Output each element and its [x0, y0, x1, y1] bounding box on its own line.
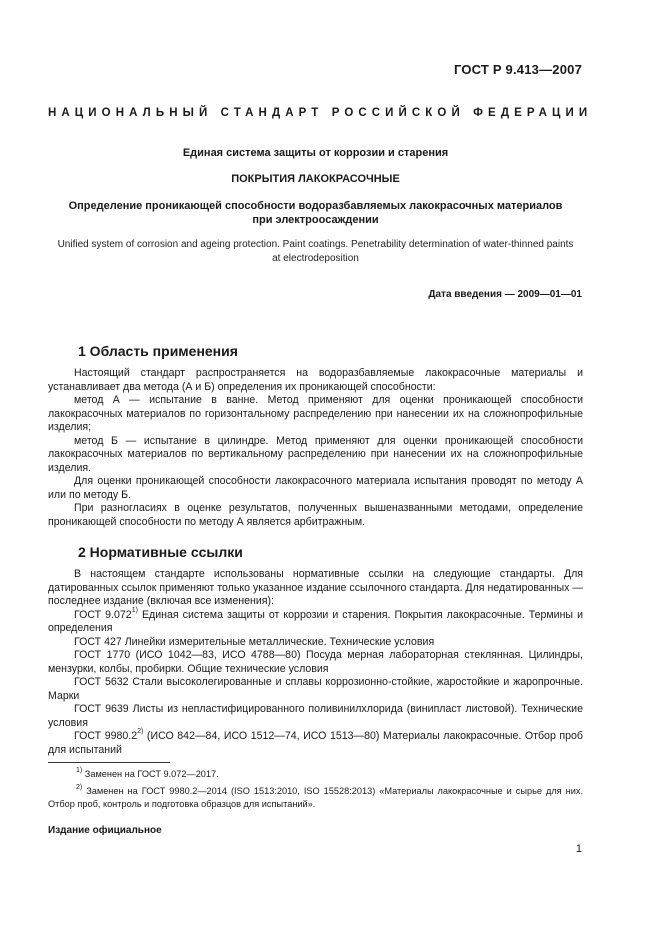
method-title	[48, 199, 583, 227]
reference-code: ГОСТ 9980.2	[74, 730, 138, 742]
reference-item: ГОСТ 9639 Листы из непластифицированного поливинилхлорида (винипласт листовой). Технические условия	[48, 703, 583, 729]
method-title-line-1: Определение проникающей способности водоразбавляемых лакокрасочных материалов	[68, 200, 563, 212]
section-1-title: 1 Область применения	[78, 343, 238, 359]
footnote-text: Заменен на ГОСТ 9980.2—2014 (ISO 1513:2010, ISO 15528:2013) «Материалы лакокрасочные и сырье для них. Отбор проб, контроль и подготовка образцов для испытаний».	[48, 786, 583, 809]
section-2-body	[48, 568, 583, 757]
paragraph: Настоящий стандарт распространяется на водоразбавляемые лакокрасочные материалы и устанавливает два метода (А и Б) определения их проникающей способности:	[48, 367, 583, 393]
reference-item	[48, 730, 583, 757]
footnote-text: Заменен на ГОСТ 9.072—2017.	[82, 769, 219, 779]
page-number: 1	[575, 843, 582, 855]
footnote	[48, 785, 583, 811]
reference-text: Единая система защиты от коррозии и старения. Покрытия лакокрасочные. Термины и определения	[48, 608, 583, 634]
paragraph: Для оценки проникающей способности лакокрасочного материала испытания проводят по методу А или по методу Б.	[48, 475, 583, 501]
system-title: Единая система защиты от коррозии и старения	[182, 147, 449, 159]
method-title-line-2: при электроосаждении	[252, 214, 379, 226]
official-edition-label: Издание официальное	[48, 825, 162, 836]
coatings-title: ПОКРЫТИЯ ЛАКОКРАСОЧНЫЕ	[231, 173, 400, 185]
section-2-title: 2 Нормативные ссылки	[78, 544, 243, 560]
standard-code: ГОСТ Р 9.413—2007	[453, 62, 582, 77]
reference-item: ГОСТ 5632 Стали высоколегированные и сплавы коррозионно-стойкие, жаростойкие и жаропрочные. Марки	[48, 676, 583, 702]
paragraph: При разногласиях в оценке результатов, полученных вышеназванными методами, определение проникающей способности по методу А является арбитражным.	[48, 502, 583, 528]
introduction-date: Дата введения — 2009—01—01	[428, 289, 582, 300]
footnote-marker[interactable]: 2)	[137, 728, 144, 736]
reference-item: ГОСТ 1770 (ИСО 1042—83, ИСО 4788—80) Посуда мерная лабораторная стеклянная. Цилиндры, мензурки, колбы, пробирки. Общие технические условия	[48, 649, 583, 675]
english-title-line-2: at electrodeposition	[272, 253, 359, 264]
national-standard-heading: НАЦИОНАЛЬНЫЙ СТАНДАРТ РОССИЙСКОЙ ФЕДЕРАЦИИ	[48, 107, 593, 119]
paragraph: метод Б — испытание в цилиндре. Метод применяют для оценки проникающей способности лакокрасочных материалов по вертикальному распределению при нанесении их на сложнопрофильные изделия.	[48, 434, 583, 474]
english-title	[48, 238, 583, 266]
english-title-line-1: Unified system of corrosion and ageing protection. Paint coatings. Penetrability determination of water-thinned paints	[57, 239, 574, 250]
footnote-number: 2)	[76, 783, 83, 791]
paragraph: метод А — испытание в ванне. Метод применяют для оценки проникающей способности лакокрасочных материалов по горизонтальному распределению при нанесении их на сложнопрофильные изделия;	[48, 394, 583, 433]
reference-item: ГОСТ 427 Линейки измерительные металлические. Технические условия	[74, 635, 435, 648]
footnote-number: 1)	[76, 766, 83, 774]
footnote-divider	[48, 762, 170, 763]
reference-text: (ИСО 842—84, ИСО 1512—74, ИСО 1513—80) Материалы лакокрасочные. Отбор проб для испытаний	[48, 730, 583, 756]
section-1-body	[48, 367, 583, 529]
footnotes	[48, 768, 583, 815]
footnote-marker[interactable]: 1)	[131, 606, 138, 614]
footnote	[48, 768, 583, 781]
paragraph: В настоящем стандарте использованы нормативные ссылки на следующие стандарты. Для датированных ссылок применяют только указанное издание ссылочного стандарта. Для недатированных — последнее издание (включая все изменения):	[48, 568, 583, 607]
reference-item	[48, 606, 583, 636]
reference-code: ГОСТ 9.072	[74, 608, 132, 621]
